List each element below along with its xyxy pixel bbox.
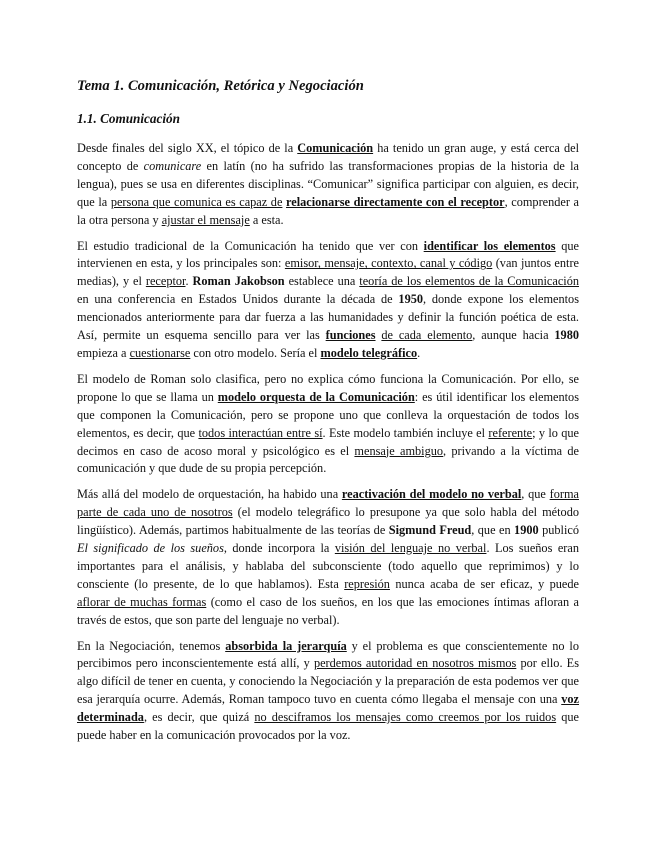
underlined-phrase: no desciframos los mensajes como creemos por los ruidos bbox=[254, 710, 557, 725]
text: ha tenido un gran auge, y está cerca del concepto de bbox=[77, 141, 579, 173]
text: y el problema es que conscientemente no lo percibimos pero inconscientemente está allí, y bbox=[77, 638, 579, 671]
author-name: Roman Jakobson bbox=[192, 274, 285, 289]
year: 1950 bbox=[398, 292, 424, 307]
underlined-phrase: persona que comunica es capaz de bbox=[110, 194, 283, 209]
key-term: reactivación del modelo no verbal bbox=[341, 487, 522, 502]
text: . Los sueños eran importantes para el análisis, y hablaba del subconsciente (todo aquello que reprimimos) y lo consciente (lo presente, de lo que hablamos). Esta bbox=[77, 541, 579, 591]
key-term: absorbida la jerarquía bbox=[225, 638, 347, 653]
paragraph-4 bbox=[77, 486, 579, 629]
text: publicó bbox=[538, 523, 579, 538]
paragraph-3 bbox=[77, 371, 579, 478]
underlined-phrase: ajustar el mensaje bbox=[161, 212, 250, 227]
text: . bbox=[417, 345, 421, 360]
underlined-phrase: todos interactúan entre sí bbox=[198, 425, 323, 440]
text: por ello. Es algo difícil de tener en cuenta, y conociendo la Negociación y la preparación de esta podemos ver que esa jerarquía ocurre. Además, Roman tampoco tuvo en cuenta cómo llegaba el mensaje con una bbox=[77, 656, 579, 707]
year: 1980 bbox=[554, 328, 579, 343]
key-term: funciones bbox=[325, 328, 376, 343]
latin-term: comunicare bbox=[143, 158, 202, 173]
text: con otro modelo. Sería el bbox=[190, 345, 321, 360]
author-name: Sigmund Freud bbox=[388, 523, 472, 538]
key-term: modelo orquesta de la Comunicación bbox=[217, 389, 415, 404]
key-term: identificar los elementos bbox=[423, 238, 556, 253]
text: En la Negociación, tenemos bbox=[77, 638, 226, 653]
text: Más allá del modelo de orquestación, ha habido una bbox=[77, 487, 342, 502]
text: en una conferencia en Estados Unidos durante la década de bbox=[77, 292, 399, 307]
text: que intervienen en esta, y los principales son: bbox=[77, 238, 579, 271]
underlined-phrase: referente bbox=[488, 425, 533, 440]
text: empieza a bbox=[77, 345, 130, 360]
paragraph-5 bbox=[77, 638, 579, 745]
text: establece una bbox=[284, 274, 360, 289]
page-title: Tema 1. Comunicación, Retórica y Negociación bbox=[77, 78, 364, 94]
text: , privando a la víctima de comunicación y que dude de su propia percepción. bbox=[77, 443, 579, 476]
text: . bbox=[185, 274, 193, 289]
underlined-phrase: cuestionarse bbox=[129, 345, 191, 360]
underlined-phrase: emisor, mensaje, contexto, canal y código bbox=[284, 256, 493, 271]
text: El modelo de Roman solo clasifica, pero no explica cómo funciona la Comunicación. Por ello, se propone lo que se llama un bbox=[77, 371, 579, 404]
text: nunca acaba de ser eficaz, y puede bbox=[389, 576, 579, 591]
key-term: voz determinada bbox=[77, 692, 579, 725]
underlined-phrase: aflorar de muchas formas bbox=[77, 594, 207, 609]
text: (van juntos entre medias), y el bbox=[77, 256, 579, 289]
key-term: modelo telegráfico bbox=[320, 345, 418, 360]
underlined-phrase: de cada elemento bbox=[381, 328, 473, 343]
underlined-phrase: teoría de los elementos de la Comunicación bbox=[359, 274, 579, 289]
underlined-phrase: perdemos autoridad en nosotros mismos bbox=[313, 656, 517, 671]
text: , que en bbox=[471, 523, 515, 538]
key-term: Comunicación bbox=[297, 141, 374, 155]
paragraph-2 bbox=[77, 238, 579, 363]
paragraph-1 bbox=[77, 140, 579, 230]
text: que puede haber en la comunicación provocados por la voz. bbox=[77, 710, 579, 743]
text: . Este modelo también incluye el bbox=[322, 425, 489, 440]
section-heading: 1.1. Comunicación bbox=[77, 111, 180, 126]
text: ; y lo que decimos en caso de acoso moral y psicológico es el bbox=[77, 425, 579, 458]
underlined-phrase: receptor bbox=[145, 274, 186, 289]
text: , donde incorpora la bbox=[223, 541, 335, 556]
year: 1900 bbox=[514, 523, 539, 538]
text: , comprender a la otra persona y bbox=[77, 194, 580, 227]
underlined-phrase: forma parte de cada uno de nosotros bbox=[77, 487, 579, 520]
text: (el modelo telegráfico lo presupone ya que solo habla del método lingüístico). Además, partimos habitualmente de las teorías de bbox=[77, 505, 579, 538]
text: en latín (no ha sufrido las transformaciones propias de la historia de la lengua), pues se usa en diferentes disciplinas. “Comunicar” significa participar con alguien, es decir, que la bbox=[77, 158, 579, 209]
text: Desde finales del siglo XX, el tópico de la bbox=[77, 141, 298, 155]
text: , es decir, que quizá bbox=[143, 710, 255, 725]
book-title: El significado de los sueños bbox=[77, 541, 224, 556]
key-term: relacionarse directamente con el receptor bbox=[286, 194, 505, 209]
text: , donde expone los elementos mencionados anteriormente para dar fuerza a las humanidades y definir la función poética de esta. Así, permite un esquema sencillo para ver las bbox=[77, 292, 579, 343]
underlined-phrase: visión del lenguaje no verbal bbox=[334, 541, 487, 556]
text: , aunque hacia bbox=[472, 328, 555, 343]
text: : es útil identificar los elementos que componen la Comunicación, pero se propone uno que conlleva la orquestación de todos los elementos, es decir, que bbox=[77, 389, 579, 440]
text: (como el caso de los sueños, en los que las emociones íntimas afloran a través de estos, que son parte del lenguaje no verbal). bbox=[77, 594, 580, 627]
text: , que bbox=[521, 487, 550, 502]
underlined-phrase: represión bbox=[344, 576, 390, 591]
underlined-phrase: mensaje ambiguo bbox=[354, 443, 444, 458]
text: El estudio tradicional de la Comunicación ha tenido que ver con bbox=[77, 238, 424, 253]
text: a esta. bbox=[249, 212, 284, 227]
